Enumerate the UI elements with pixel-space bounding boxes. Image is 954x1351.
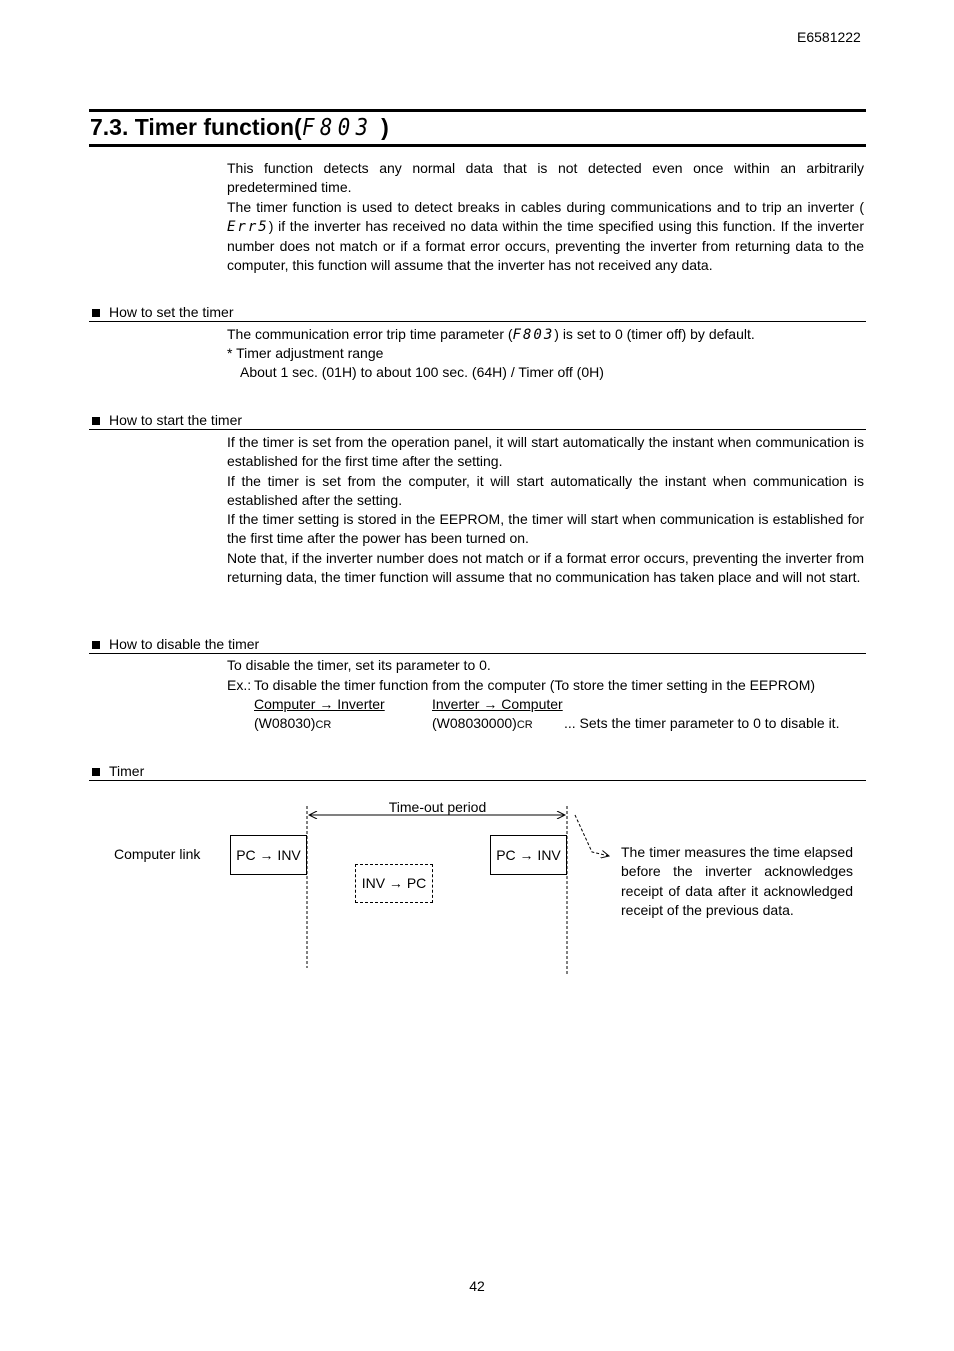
note-callout-arrow: [575, 815, 609, 856]
example-text: To disable the timer function from the computer (To store the timer setting in the EEPROM): [254, 677, 816, 693]
carriage-return-label: CR: [315, 719, 332, 731]
timeout-period-label: Time-out period: [388, 799, 487, 815]
section-title-text: 7.3. Timer function(: [90, 114, 302, 140]
column-heading-inverter-to-computer: Inverter → Computer: [432, 696, 563, 712]
example-comment: ... Sets the timer parameter to 0 to disable it.: [564, 715, 840, 731]
pc-to-inv-box-2: PC → INV: [490, 835, 567, 875]
start-timer-paragraph-1: If the timer is set from the operation panel, it will start automatically the instant when communication is established for the first time after the setting.: [227, 434, 864, 470]
intro-text-a: The timer function is used to detect breaks in cables during communications and to trip an inverter (: [227, 198, 864, 215]
carriage-return-label: CR: [516, 719, 533, 731]
set-timer-text-b: ) is set to 0 (timer off) by default.: [554, 326, 755, 342]
disable-timer-line: To disable the timer, set its parameter to 0.: [227, 657, 491, 673]
start-timer-paragraph-3: If the timer setting is stored in the EEPROM, the timer will start when communication is established for the first time after the power has been turned on.: [227, 511, 864, 547]
computer-link-label: Computer link: [114, 846, 201, 862]
intro-paragraph-1: This function detects any normal data that is not detected even once within an arbitrarily predetermined time.: [227, 160, 864, 196]
parameter-code: F803: [301, 115, 374, 141]
document-number: E6581222: [797, 29, 861, 45]
heading-start-timer-text: How to start the timer: [109, 412, 243, 428]
start-timer-paragraph-4: Note that, if the inverter number does not match or if a format error occurs, preventing the inverter from returning data, the timer function will assume that no communication has taken place and will not start.: [227, 549, 864, 586]
start-timer-paragraph-2: If the timer is set from the computer, it will start automatically the instant when communication is established after the setting.: [227, 472, 864, 508]
example-prefix: Ex.:: [227, 677, 252, 693]
set-timer-text-a: The communication error trip time parameter (: [227, 326, 513, 342]
timer-note: The timer measures the time elapsed before the inverter acknowledges receipt of data after it acknowledged receipt of the previous data.: [621, 844, 853, 918]
error-code: Err5: [227, 218, 269, 235]
timer-range-value: About 1 sec. (01H) to about 100 sec. (64H) / Timer off (0H): [240, 364, 604, 380]
timer-range-heading: * Timer adjustment range: [227, 345, 384, 361]
heading-set-timer-text: How to set the timer: [109, 304, 234, 320]
inv-to-pc-box: INV → PC: [355, 864, 433, 903]
pc-to-inv-box-1: PC → INV: [230, 835, 307, 875]
column-heading-computer-to-inverter: Computer → Inverter: [254, 696, 385, 712]
command-text: (W08030): [254, 715, 316, 731]
heading-timer-text: Timer: [109, 763, 145, 779]
intro-text-b: ) if the inverter has received no data within the time specified using this function. If the inverter number does not match or if a format error occurs, preventing the inverter from returning data to the computer, this function will assume that the inverter has not received any data.: [227, 217, 864, 274]
page-number: 42: [469, 1278, 485, 1294]
parameter-code-inline: F803: [512, 327, 555, 343]
section-title-close: ): [381, 114, 389, 140]
response-text: (W08030000): [432, 715, 517, 731]
heading-disable-timer-text: How to disable the timer: [109, 636, 260, 652]
